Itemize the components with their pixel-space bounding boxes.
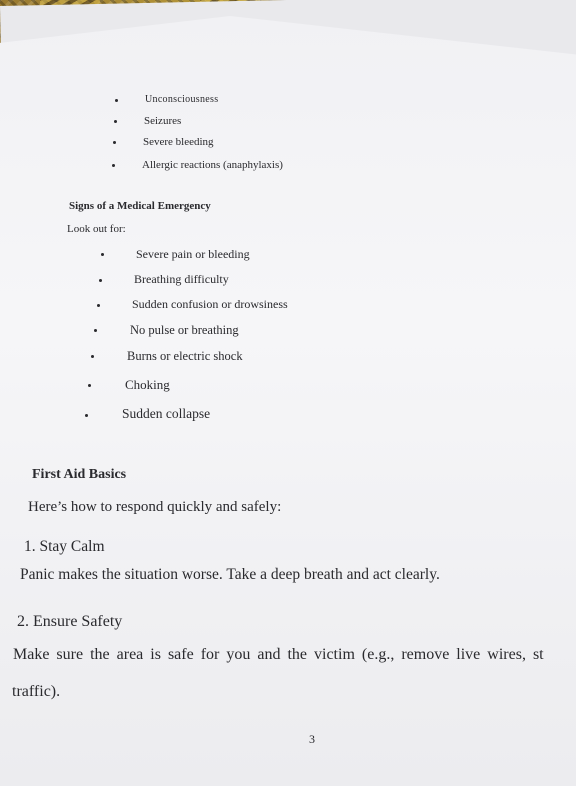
bullet	[112, 164, 115, 167]
bullet	[115, 99, 118, 102]
list-item: Allergic reactions (anaphylaxis)	[142, 159, 283, 171]
bullet	[94, 329, 97, 332]
section-heading: Signs of a Medical Emergency	[69, 200, 211, 212]
document-page	[0, 16, 576, 786]
bullet	[113, 141, 116, 144]
list-item: Severe bleeding	[143, 136, 214, 148]
bullet	[91, 355, 94, 358]
bullet	[97, 304, 100, 307]
step-title: 1. Stay Calm	[24, 538, 105, 555]
bullet	[101, 253, 104, 256]
list-item: Burns or electric shock	[127, 349, 243, 363]
bullet	[99, 279, 102, 282]
list-item: Seizures	[144, 115, 182, 127]
list-item: Unconsciousness	[145, 94, 219, 105]
step-text: Make sure the area is safe for you and the victim (e.g., remove live wires, st	[13, 646, 544, 663]
section-heading: First Aid Basics	[32, 467, 127, 482]
section-intro: Look out for:	[67, 223, 126, 235]
list-item: Sudden confusion or drowsiness	[132, 297, 288, 311]
bullet	[114, 120, 117, 123]
step-title: 2. Ensure Safety	[17, 613, 123, 630]
page-number: 3	[309, 732, 315, 746]
step-text: traffic).	[12, 683, 61, 700]
list-item: Breathing difficulty	[134, 272, 229, 286]
bullet	[88, 384, 91, 387]
bullet	[85, 414, 88, 417]
step-text: Panic makes the situation worse. Take a deep breath and act clearly.	[20, 566, 440, 583]
list-item: Sudden collapse	[122, 406, 211, 421]
list-item: Choking	[125, 377, 170, 392]
list-item: Severe pain or bleeding	[136, 247, 250, 261]
section-intro: Here’s how to respond quickly and safely:	[28, 499, 282, 515]
list-item: No pulse or breathing	[130, 323, 239, 337]
